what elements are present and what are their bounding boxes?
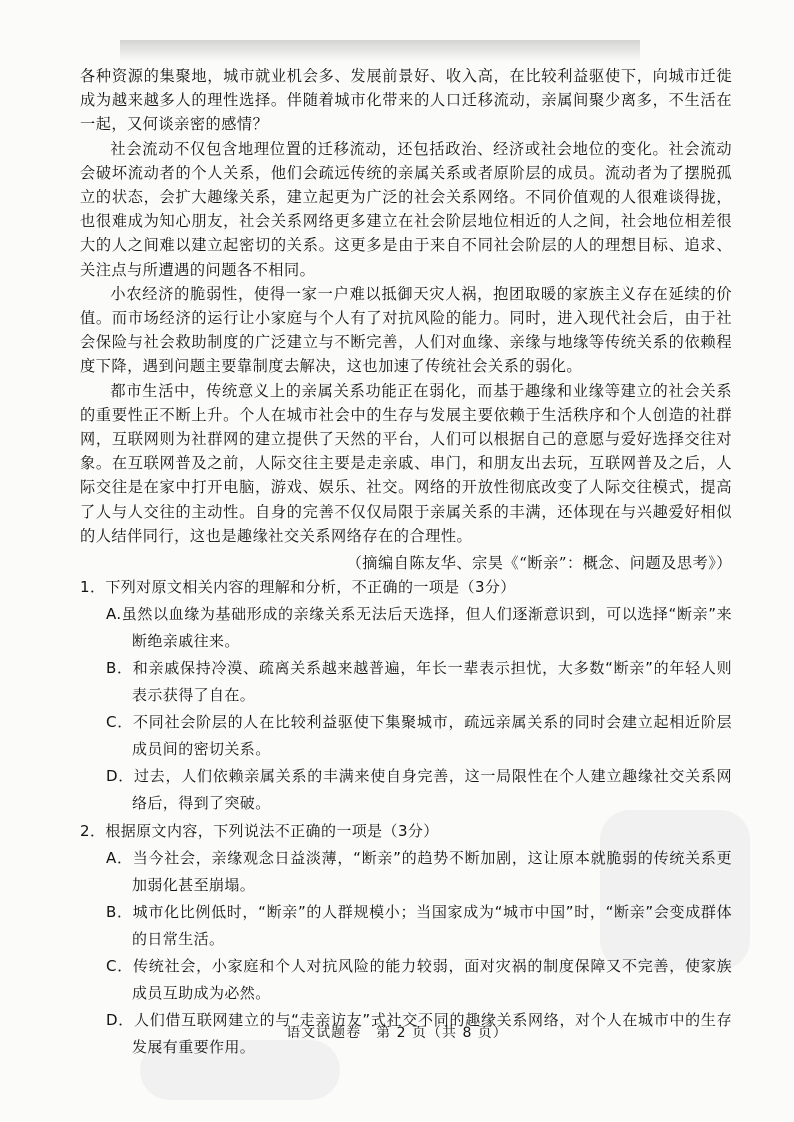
question-stem: 1．下列对原文相关内容的理解和分析，不正确的一项是（3分） — [80, 578, 516, 596]
option-d: D．过去，人们依赖亲属关系的丰满来使自身完善，这一局限性在个人建立趣缘社交关系网络后，得到了突破。 — [106, 767, 732, 812]
option-d: D．人们借互联网建立的与“走亲访友”式社交不同的趣缘关系网络，对个人在城市中的生存发展有重要作用。 — [106, 1011, 732, 1056]
reading-passage — [80, 64, 732, 575]
question-1 — [80, 574, 732, 817]
option-a: A.虽然以血缘为基础形成的亲缘关系无法后天选择，但人们逐渐意识到，可以选择“断亲”来断绝亲戚往来。 — [106, 605, 732, 650]
question-stem: 2．根据原文内容，下列说法不正确的一项是（3分） — [80, 822, 439, 840]
passage-paragraph: 都市生活中，传统意义上的亲属关系功能正在弱化，而基于趣缘和业缘等建立的社会关系的重要性正不断上升。个人在城市社会中的生存与发展主要依赖于生活秩序和个人创造的社群网，互联网则为社群网的建立提供了天然的平台，人们可以根据自己的意愿与爱好选择交往对象。在互联网普及之前，人际交往主要是走亲戚、串门，和朋友出去玩，互联网普及之后，人际交往是在家中打开电脑，游戏、娱乐、社交。网络的开放性彻底改变了人际交往模式，提高了人与人交往的主动性。自身的完善不仅仅局限于亲属关系的丰满，还体现在与兴趣爱好相似的人结伴同行，这也是趣缘社交关系网络存在的合理性。 — [80, 381, 732, 545]
question-section — [80, 574, 732, 1061]
page-footer: 语文试题卷 第 2 页（共 8 页） — [286, 1025, 508, 1041]
passage-paragraph: 各种资源的集聚地，城市就业机会多、发展前景好、收入高，在比较利益驱使下，向城市迁徙成为越来越多人的理性选择。伴随着城市化带来的人口迁移流动，亲属间聚少离多，不生活在一起，又何谈亲密的感情？ — [80, 67, 732, 134]
passage-paragraph: 小农经济的脆弱性，使得一家一户难以抵御天灾人祸，抱团取暖的家族主义存在延续的价值。而市场经济的运行让小家庭与个人有了对抗风险的能力。同时，进入现代社会后，由于社会保险与社会救助制度的广泛建立与不断完善，人们对血缘、亲缘与地缘等传统关系的依赖程度下降，遇到问题主要靠制度去解决，这也加速了传统社会关系的弱化。 — [80, 284, 732, 376]
passage-source: （摘编自陈友华、宗昊《“断亲”：概念、问题及思考》） — [346, 554, 732, 573]
option-c: C．传统社会，小家庭和个人对抗风险的能力较弱，面对灾祸的制度保障又不完善，使家族成员互助成为必然。 — [106, 957, 732, 1002]
scan-bleed-artifact — [120, 40, 640, 62]
option-a: A．当今社会，亲缘观念日益淡薄，“断亲”的趋势不断加剧，这让原本就脆弱的传统关系更加弱化甚至崩塌。 — [106, 849, 732, 894]
option-c: C．不同社会阶层的人在比较利益驱使下集聚城市，疏远亲属关系的同时会建立起相近阶层成员间的密切关系。 — [106, 713, 732, 758]
option-b: B．和亲戚保持冷漠、疏离关系越来越普遍，年长一辈表示担忧，大多数“断亲”的年轻人则表示获得了自在。 — [106, 659, 732, 704]
passage-paragraph: 社会流动不仅包含地理位置的迁移流动，还包括政治、经济或社会地位的变化。社会流动会破坏流动者的个人关系，他们会疏远传统的亲属关系或者原阶层的成员。流动者为了摆脱孤立的状态，会扩大趣缘关系，建立起更为广泛的社会关系网络。不同价值观的人很难谈得拢，也很难成为知心朋友，社会关系网络更多建立在社会阶层地位相近的人之间，社会地位相差很大的人之间难以建立起密切的关系。这更多是由于来自不同社会阶层的人的理想目标、追求、关注点与所遭遇的问题各不相同。 — [80, 139, 732, 279]
option-b: B．城市化比例低时，“断亲”的人群规模小；当国家成为“城市中国”时，“断亲”会变成群体的日常生活。 — [106, 903, 732, 948]
